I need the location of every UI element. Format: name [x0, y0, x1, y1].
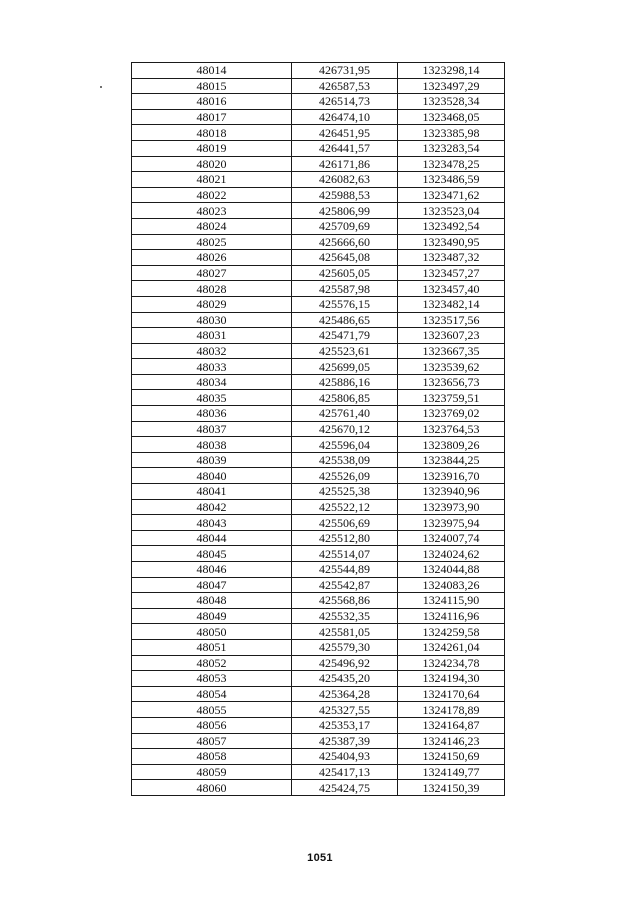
x-coordinate-cell: 425581,05	[292, 624, 398, 640]
point-id-cell: 48035	[132, 390, 292, 406]
table-row	[132, 780, 505, 796]
point-id-cell: 48048	[132, 593, 292, 609]
y-coordinate-cell: 1323497,29	[398, 78, 505, 94]
x-coordinate-cell: 425670,12	[292, 421, 398, 437]
point-id-cell: 48039	[132, 452, 292, 468]
x-coordinate-cell: 425424,75	[292, 780, 398, 796]
y-coordinate-cell: 1324150,69	[398, 749, 505, 765]
point-id-cell: 48019	[132, 140, 292, 156]
point-id-cell: 48050	[132, 624, 292, 640]
y-coordinate-cell: 1324259,58	[398, 624, 505, 640]
table-row	[132, 499, 505, 515]
table-row	[132, 203, 505, 219]
y-coordinate-cell: 1323973,90	[398, 499, 505, 515]
point-id-cell: 48020	[132, 156, 292, 172]
point-id-cell: 48022	[132, 187, 292, 203]
y-coordinate-cell: 1323656,73	[398, 374, 505, 390]
y-coordinate-cell: 1323769,02	[398, 406, 505, 422]
table-row	[132, 109, 505, 125]
x-coordinate-cell: 425542,87	[292, 577, 398, 593]
point-id-cell: 48037	[132, 421, 292, 437]
scan-speck	[100, 86, 102, 88]
y-coordinate-cell: 1323486,59	[398, 172, 505, 188]
point-id-cell: 48058	[132, 749, 292, 765]
table-row	[132, 437, 505, 453]
point-id-cell: 48028	[132, 281, 292, 297]
y-coordinate-cell: 1323764,53	[398, 421, 505, 437]
x-coordinate-cell: 425523,61	[292, 343, 398, 359]
y-coordinate-cell: 1324044,88	[398, 562, 505, 578]
table-row	[132, 172, 505, 188]
x-coordinate-cell: 426082,63	[292, 172, 398, 188]
table-row	[132, 218, 505, 234]
x-coordinate-cell: 425806,99	[292, 203, 398, 219]
point-id-cell: 48030	[132, 312, 292, 328]
y-coordinate-cell: 1324083,26	[398, 577, 505, 593]
x-coordinate-cell: 425761,40	[292, 406, 398, 422]
point-id-cell: 48029	[132, 296, 292, 312]
table-row	[132, 452, 505, 468]
table-row	[132, 749, 505, 765]
x-coordinate-cell: 426514,73	[292, 94, 398, 110]
point-id-cell: 48032	[132, 343, 292, 359]
x-coordinate-cell: 426441,57	[292, 140, 398, 156]
table-row	[132, 250, 505, 266]
x-coordinate-cell: 425709,69	[292, 218, 398, 234]
point-id-cell: 48059	[132, 764, 292, 780]
coordinates-table	[131, 62, 505, 796]
point-id-cell: 48031	[132, 328, 292, 344]
y-coordinate-cell: 1323471,62	[398, 187, 505, 203]
table-row	[132, 406, 505, 422]
y-coordinate-cell: 1323298,14	[398, 63, 505, 79]
table-row	[132, 593, 505, 609]
x-coordinate-cell: 425471,79	[292, 328, 398, 344]
table-row	[132, 608, 505, 624]
table-row	[132, 624, 505, 640]
y-coordinate-cell: 1323487,32	[398, 250, 505, 266]
y-coordinate-cell: 1324194,30	[398, 671, 505, 687]
y-coordinate-cell: 1323457,40	[398, 281, 505, 297]
x-coordinate-cell: 425605,05	[292, 265, 398, 281]
point-id-cell: 48043	[132, 515, 292, 531]
y-coordinate-cell: 1324170,64	[398, 686, 505, 702]
x-coordinate-cell: 425645,08	[292, 250, 398, 266]
table-row	[132, 421, 505, 437]
point-id-cell: 48016	[132, 94, 292, 110]
x-coordinate-cell: 425576,15	[292, 296, 398, 312]
point-id-cell: 48024	[132, 218, 292, 234]
table-row	[132, 686, 505, 702]
y-coordinate-cell: 1323759,51	[398, 390, 505, 406]
x-coordinate-cell: 425806,85	[292, 390, 398, 406]
point-id-cell: 48018	[132, 125, 292, 141]
point-id-cell: 48040	[132, 468, 292, 484]
x-coordinate-cell: 425496,92	[292, 655, 398, 671]
y-coordinate-cell: 1323385,98	[398, 125, 505, 141]
table-row	[132, 390, 505, 406]
point-id-cell: 48023	[132, 203, 292, 219]
table-row	[132, 94, 505, 110]
x-coordinate-cell: 425387,39	[292, 733, 398, 749]
y-coordinate-cell: 1323607,23	[398, 328, 505, 344]
table-row	[132, 671, 505, 687]
y-coordinate-cell: 1323482,14	[398, 296, 505, 312]
point-id-cell: 48051	[132, 639, 292, 655]
y-coordinate-cell: 1323809,26	[398, 437, 505, 453]
point-id-cell: 48017	[132, 109, 292, 125]
table-row	[132, 733, 505, 749]
point-id-cell: 48027	[132, 265, 292, 281]
x-coordinate-cell: 425364,28	[292, 686, 398, 702]
x-coordinate-cell: 426451,95	[292, 125, 398, 141]
y-coordinate-cell: 1323940,96	[398, 484, 505, 500]
table-row	[132, 717, 505, 733]
y-coordinate-cell: 1323667,35	[398, 343, 505, 359]
x-coordinate-cell: 425486,65	[292, 312, 398, 328]
y-coordinate-cell: 1324149,77	[398, 764, 505, 780]
table-row	[132, 468, 505, 484]
y-coordinate-cell: 1323490,95	[398, 234, 505, 250]
x-coordinate-cell: 425417,13	[292, 764, 398, 780]
y-coordinate-cell: 1323492,54	[398, 218, 505, 234]
y-coordinate-cell: 1324150,39	[398, 780, 505, 796]
point-id-cell: 48041	[132, 484, 292, 500]
x-coordinate-cell: 425538,09	[292, 452, 398, 468]
table-row	[132, 78, 505, 94]
y-coordinate-cell: 1324007,74	[398, 530, 505, 546]
point-id-cell: 48021	[132, 172, 292, 188]
x-coordinate-cell: 425568,86	[292, 593, 398, 609]
y-coordinate-cell: 1323468,05	[398, 109, 505, 125]
point-id-cell: 48057	[132, 733, 292, 749]
page-number: 1051	[307, 852, 333, 864]
x-coordinate-cell: 425506,69	[292, 515, 398, 531]
y-coordinate-cell: 1323457,27	[398, 265, 505, 281]
x-coordinate-cell: 425579,30	[292, 639, 398, 655]
y-coordinate-cell: 1324164,87	[398, 717, 505, 733]
point-id-cell: 48060	[132, 780, 292, 796]
x-coordinate-cell: 425886,16	[292, 374, 398, 390]
x-coordinate-cell: 425404,93	[292, 749, 398, 765]
point-id-cell: 48052	[132, 655, 292, 671]
point-id-cell: 48033	[132, 359, 292, 375]
table-row	[132, 702, 505, 718]
point-id-cell: 48014	[132, 63, 292, 79]
table-row	[132, 234, 505, 250]
x-coordinate-cell: 426587,53	[292, 78, 398, 94]
y-coordinate-cell: 1323528,34	[398, 94, 505, 110]
y-coordinate-cell: 1324261,04	[398, 639, 505, 655]
table-row	[132, 577, 505, 593]
y-coordinate-cell: 1324234,78	[398, 655, 505, 671]
point-id-cell: 48046	[132, 562, 292, 578]
x-coordinate-cell: 425512,80	[292, 530, 398, 546]
point-id-cell: 48026	[132, 250, 292, 266]
table-row	[132, 530, 505, 546]
x-coordinate-cell: 425353,17	[292, 717, 398, 733]
y-coordinate-cell: 1323539,62	[398, 359, 505, 375]
point-id-cell: 48042	[132, 499, 292, 515]
table-row	[132, 484, 505, 500]
y-coordinate-cell: 1324024,62	[398, 546, 505, 562]
x-coordinate-cell: 425435,20	[292, 671, 398, 687]
y-coordinate-cell: 1324115,90	[398, 593, 505, 609]
point-id-cell: 48055	[132, 702, 292, 718]
x-coordinate-cell: 426171,86	[292, 156, 398, 172]
y-coordinate-cell: 1323916,70	[398, 468, 505, 484]
table-row	[132, 764, 505, 780]
x-coordinate-cell: 425327,55	[292, 702, 398, 718]
point-id-cell: 48034	[132, 374, 292, 390]
table-row	[132, 374, 505, 390]
y-coordinate-cell: 1323478,25	[398, 156, 505, 172]
table-row	[132, 312, 505, 328]
y-coordinate-cell: 1324178,89	[398, 702, 505, 718]
y-coordinate-cell: 1323283,54	[398, 140, 505, 156]
point-id-cell: 48053	[132, 671, 292, 687]
point-id-cell: 48049	[132, 608, 292, 624]
x-coordinate-cell: 426731,95	[292, 63, 398, 79]
table-row	[132, 187, 505, 203]
x-coordinate-cell: 425587,98	[292, 281, 398, 297]
table-row	[132, 546, 505, 562]
table-row	[132, 562, 505, 578]
table-row	[132, 140, 505, 156]
y-coordinate-cell: 1323523,04	[398, 203, 505, 219]
table-row	[132, 156, 505, 172]
x-coordinate-cell: 425988,53	[292, 187, 398, 203]
table-row	[132, 343, 505, 359]
point-id-cell: 48054	[132, 686, 292, 702]
table-row	[132, 281, 505, 297]
x-coordinate-cell: 426474,10	[292, 109, 398, 125]
x-coordinate-cell: 425699,05	[292, 359, 398, 375]
x-coordinate-cell: 425522,12	[292, 499, 398, 515]
table-row	[132, 296, 505, 312]
table-row	[132, 359, 505, 375]
x-coordinate-cell: 425544,89	[292, 562, 398, 578]
point-id-cell: 48056	[132, 717, 292, 733]
table-row	[132, 655, 505, 671]
point-id-cell: 48015	[132, 78, 292, 94]
table-row	[132, 125, 505, 141]
table-row	[132, 328, 505, 344]
x-coordinate-cell: 425666,60	[292, 234, 398, 250]
point-id-cell: 48045	[132, 546, 292, 562]
y-coordinate-cell: 1323975,94	[398, 515, 505, 531]
x-coordinate-cell: 425525,38	[292, 484, 398, 500]
point-id-cell: 48047	[132, 577, 292, 593]
table-row	[132, 515, 505, 531]
point-id-cell: 48025	[132, 234, 292, 250]
table-row	[132, 63, 505, 79]
x-coordinate-cell: 425532,35	[292, 608, 398, 624]
x-coordinate-cell: 425526,09	[292, 468, 398, 484]
y-coordinate-cell: 1323844,25	[398, 452, 505, 468]
x-coordinate-cell: 425514,07	[292, 546, 398, 562]
table-row	[132, 639, 505, 655]
point-id-cell: 48036	[132, 406, 292, 422]
y-coordinate-cell: 1324146,23	[398, 733, 505, 749]
y-coordinate-cell: 1324116,96	[398, 608, 505, 624]
point-id-cell: 48044	[132, 530, 292, 546]
point-id-cell: 48038	[132, 437, 292, 453]
y-coordinate-cell: 1323517,56	[398, 312, 505, 328]
table-row	[132, 265, 505, 281]
x-coordinate-cell: 425596,04	[292, 437, 398, 453]
coordinates-table-body	[132, 63, 505, 796]
